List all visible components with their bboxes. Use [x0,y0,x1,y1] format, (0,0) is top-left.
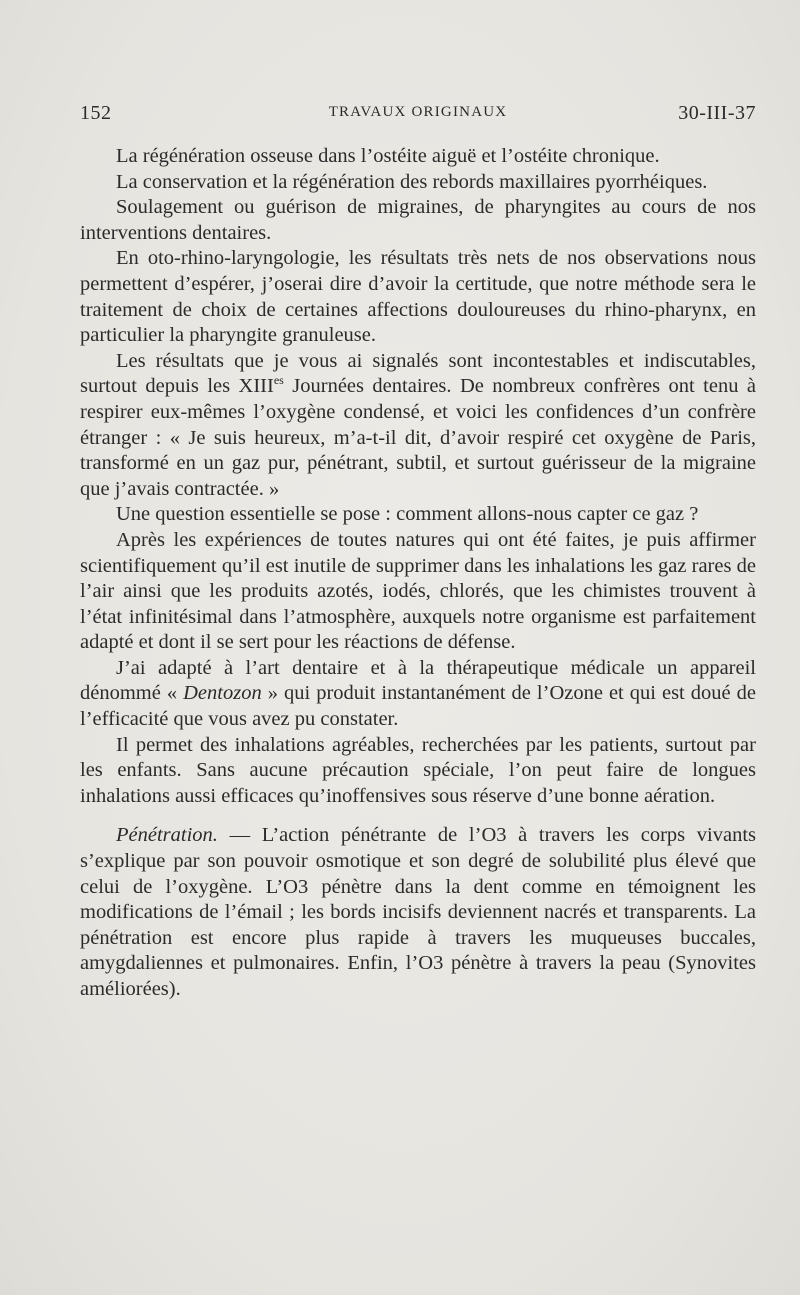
article-body [80,144,756,1003]
text-run: » qui produit instantanément de l’Ozone et qui est doué de l’efficacité que vous avez pu constater. [80,682,756,731]
run-in-heading: Pénétration. [116,824,218,847]
paragraph: La conservation et la régénération des rebords maxillaires pyorrhéiques. [116,170,708,193]
text-run: — L’action pénétrante de l’O3 à travers les corps vivants s’explique par son pouvoir osmotique et son degré de solubilité plus élevé que celui de l’oxygène. L’O3 pénètre dans la dent comme en témoignent les modifications de l’émail ; les bords incisifs deviennent nacrés et transparents. La pénétration est encore plus rapide à travers les muqueuses buccales, amygdaliennes et pulmonaires. Enfin, l’O3 pénètre à travers la peau (Synovites améliorées). [80,824,756,1000]
text-run: Les résultats que je vous ai signalés sont incontestables et indiscutables, surtout depuis les XIII [80,349,756,398]
paragraph-apparatus [80,656,756,733]
text-run: J’ai adapté à l’art dentaire et à la thérapeutique médicale un appareil dénommé « [80,656,756,705]
paragraph: Il permet des inhalations agréables, recherchées par les patients, surtout par les enfants. Sans aucune précaution spéciale, l’on peut faire de longues inhalations aussi efficaces qu’inoffensives sous réserve d’une bonne aération. [80,733,756,807]
paragraph-penetration [80,823,756,1002]
issue-date: 30-III-37 [678,102,756,124]
paragraph: Après les expériences de toutes natures qui ont été faites, je puis affirmer scientifiquement qu’il est inutile de supprimer dans les inhalations les gaz rares de l’air ainsi que les produits azotés, iodés, chlorés, que les chimistes trouvent à l’état infinitésimal dans l’atmosphère, auxquels notre organisme est parfaitement adapté et dont il se sert pour les réactions de défense. [80,528,756,654]
paragraph: La régénération osseuse dans l’ostéite aiguë et l’ostéite chronique. [116,145,660,167]
page-number: 152 [80,102,112,124]
paragraph: Une question essentielle se pose : comment allons-nous capter ce gaz ? [116,503,699,526]
paragraph: En oto-rhino-laryngologie, les résultats très nets de nos observations nous permettent d’espérer, j’oserai dire d’avoir la certitude, que notre méthode sera le traitement de choix de certaines affections douloureuses du rhino-pharynx, en particulier la pharyngite granuleuse. [80,247,756,347]
device-name: Dentozon [183,682,262,705]
page-header [80,102,756,126]
paragraph-results [80,349,756,503]
text-run: Journées dentaires. De nombreux confrères ont tenu à respirer eux-mêmes l’oxygène condensé, et voici les confidences d’un confrère étranger : « Je suis heureux, m’a-t-il dit, d’avoir respiré cet oxygène de Paris, transformé en un gaz pur, pénétrant, subtil, et surtout guérisseur de la migraine que j’avais contractée. » [80,375,756,500]
paragraph: Soulagement ou guérison de migraines, de pharyngites au cours de nos interventions dentaires. [80,196,756,244]
superscript: es [273,373,284,388]
running-title: TRAVAUX ORIGINAUX [328,104,508,120]
